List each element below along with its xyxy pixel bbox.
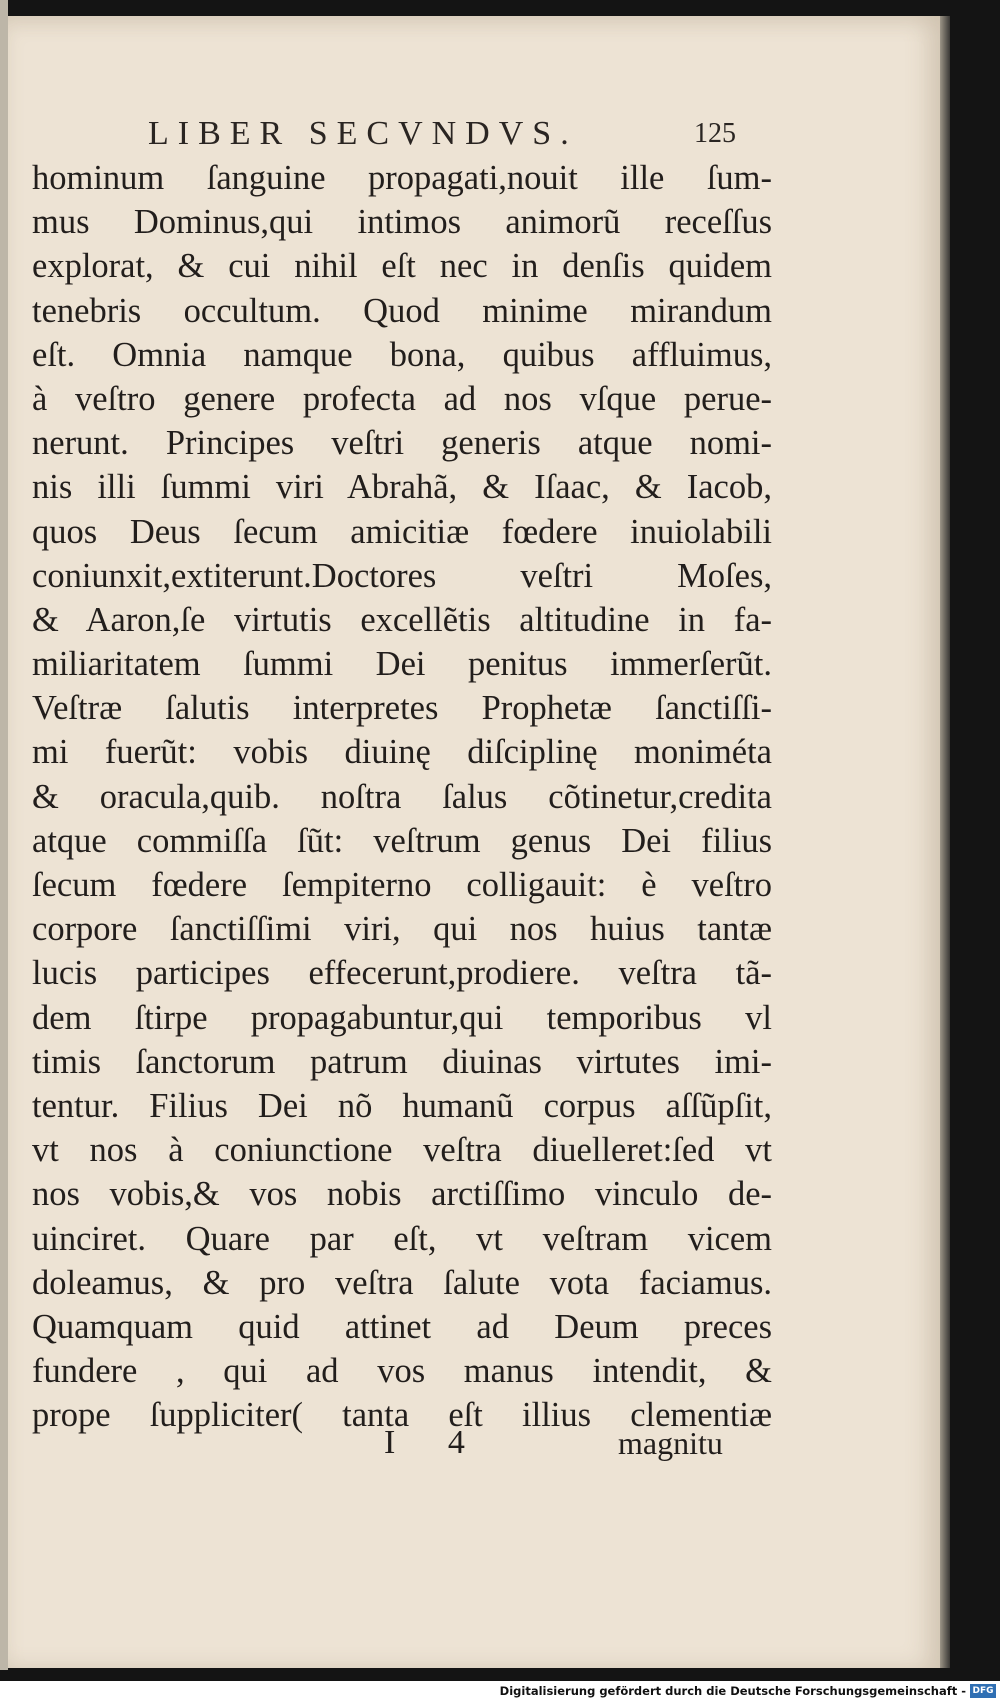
text-line: Quamquam quid attinet ad Deum preces [32,1307,772,1346]
text-line: timis ſanctorum patrum diuinas virtutes imi- [32,1042,772,1081]
digitization-credit: Digitalisierung gefördert durch die Deutsche Forschungsgemeinschaft - [499,1684,966,1698]
text-line: nerunt. Principes veſtri generis atque nomi- [32,424,772,463]
page-number: 125 [694,118,736,149]
credit-bar [0,1681,1000,1701]
running-title: LIBER SECVNDVS. [148,115,578,152]
text-line: nos vobis,& vos nobis arctiſſimo vinculo de- [32,1175,772,1214]
text-line: à veſtro genere profecta ad nos vſque perue- [32,379,772,418]
text-line: uinciret. Quare par eſt, vt veſtram vicem [32,1219,772,1258]
adjacent-page-strip [0,0,8,1670]
text-line: explorat, & cui nihil eſt nec in denſis quidem [32,247,772,286]
text-line: dem ſtirpe propagabuntur,qui temporibus vl [32,998,772,1037]
text-line: & oracula,quib. noſtra ſalus cõtinetur,credita [32,777,772,816]
text-line: tenebris occultum. Quod minime mirandum [32,291,772,330]
text-line: atque commiſſa ſũt: veſtrum genus Dei filius [32,821,772,860]
signature-mark: I 4 [384,1424,487,1461]
dfg-logo-icon: DFG [970,1684,996,1698]
running-head [8,104,940,164]
body-text [32,156,772,1437]
text-line: Veſtræ ſalutis interpretes Prophetæ ſanctiſſi- [32,689,772,728]
text-line: corpore ſanctiſſimi viri, qui nos huius tantæ [32,910,772,949]
text-line: eſt. Omnia namque bona, quibus affluimus, [32,335,772,374]
text-line: tentur. Filius Dei nõ humanũ corpus aſſũpſit, [32,1086,772,1125]
text-line: nis illi ſummi viri Abrahã, & Iſaac, & Iacob, [32,468,772,507]
text-line: lucis participes effecerunt,prodiere. veſtra tã- [32,954,772,993]
book-page [8,16,940,1668]
text-line: fundere , qui ad vos manus intendit, & [32,1352,772,1391]
text-line: prope ſuppliciter( tanta eſt illius clementiæ [32,1396,772,1435]
catchword: magnitu [618,1425,723,1461]
text-line: mi fuerũt: vobis diuinę diſciplinę moniméta [32,733,772,772]
text-line: mus Dominus,qui intimos animorũ receſſus [32,203,772,242]
text-line: & Aaron,ſe virtutis excellẽtis altitudine in fa- [32,600,772,639]
text-line: coniunxit,extiterunt.Doctores veſtri Moſes, [32,556,772,595]
text-line: quos Deus ſecum amicitiæ fœdere inuiolabili [32,512,772,551]
text-line: miliaritatem ſummi Dei penitus immerſerũt. [32,645,772,684]
text-line: hominum ſanguine propagati,nouit ille ſum- [32,159,772,197]
page-footer [8,1418,940,1468]
text-line: vt nos à coniunctione veſtra diuelleret:ſed vt [32,1131,772,1170]
text-line: ſecum fœdere ſempiterno colligauit: è veſtro [32,866,772,904]
text-line: doleamus, & pro veſtra ſalute vota faciamus. [32,1263,772,1302]
